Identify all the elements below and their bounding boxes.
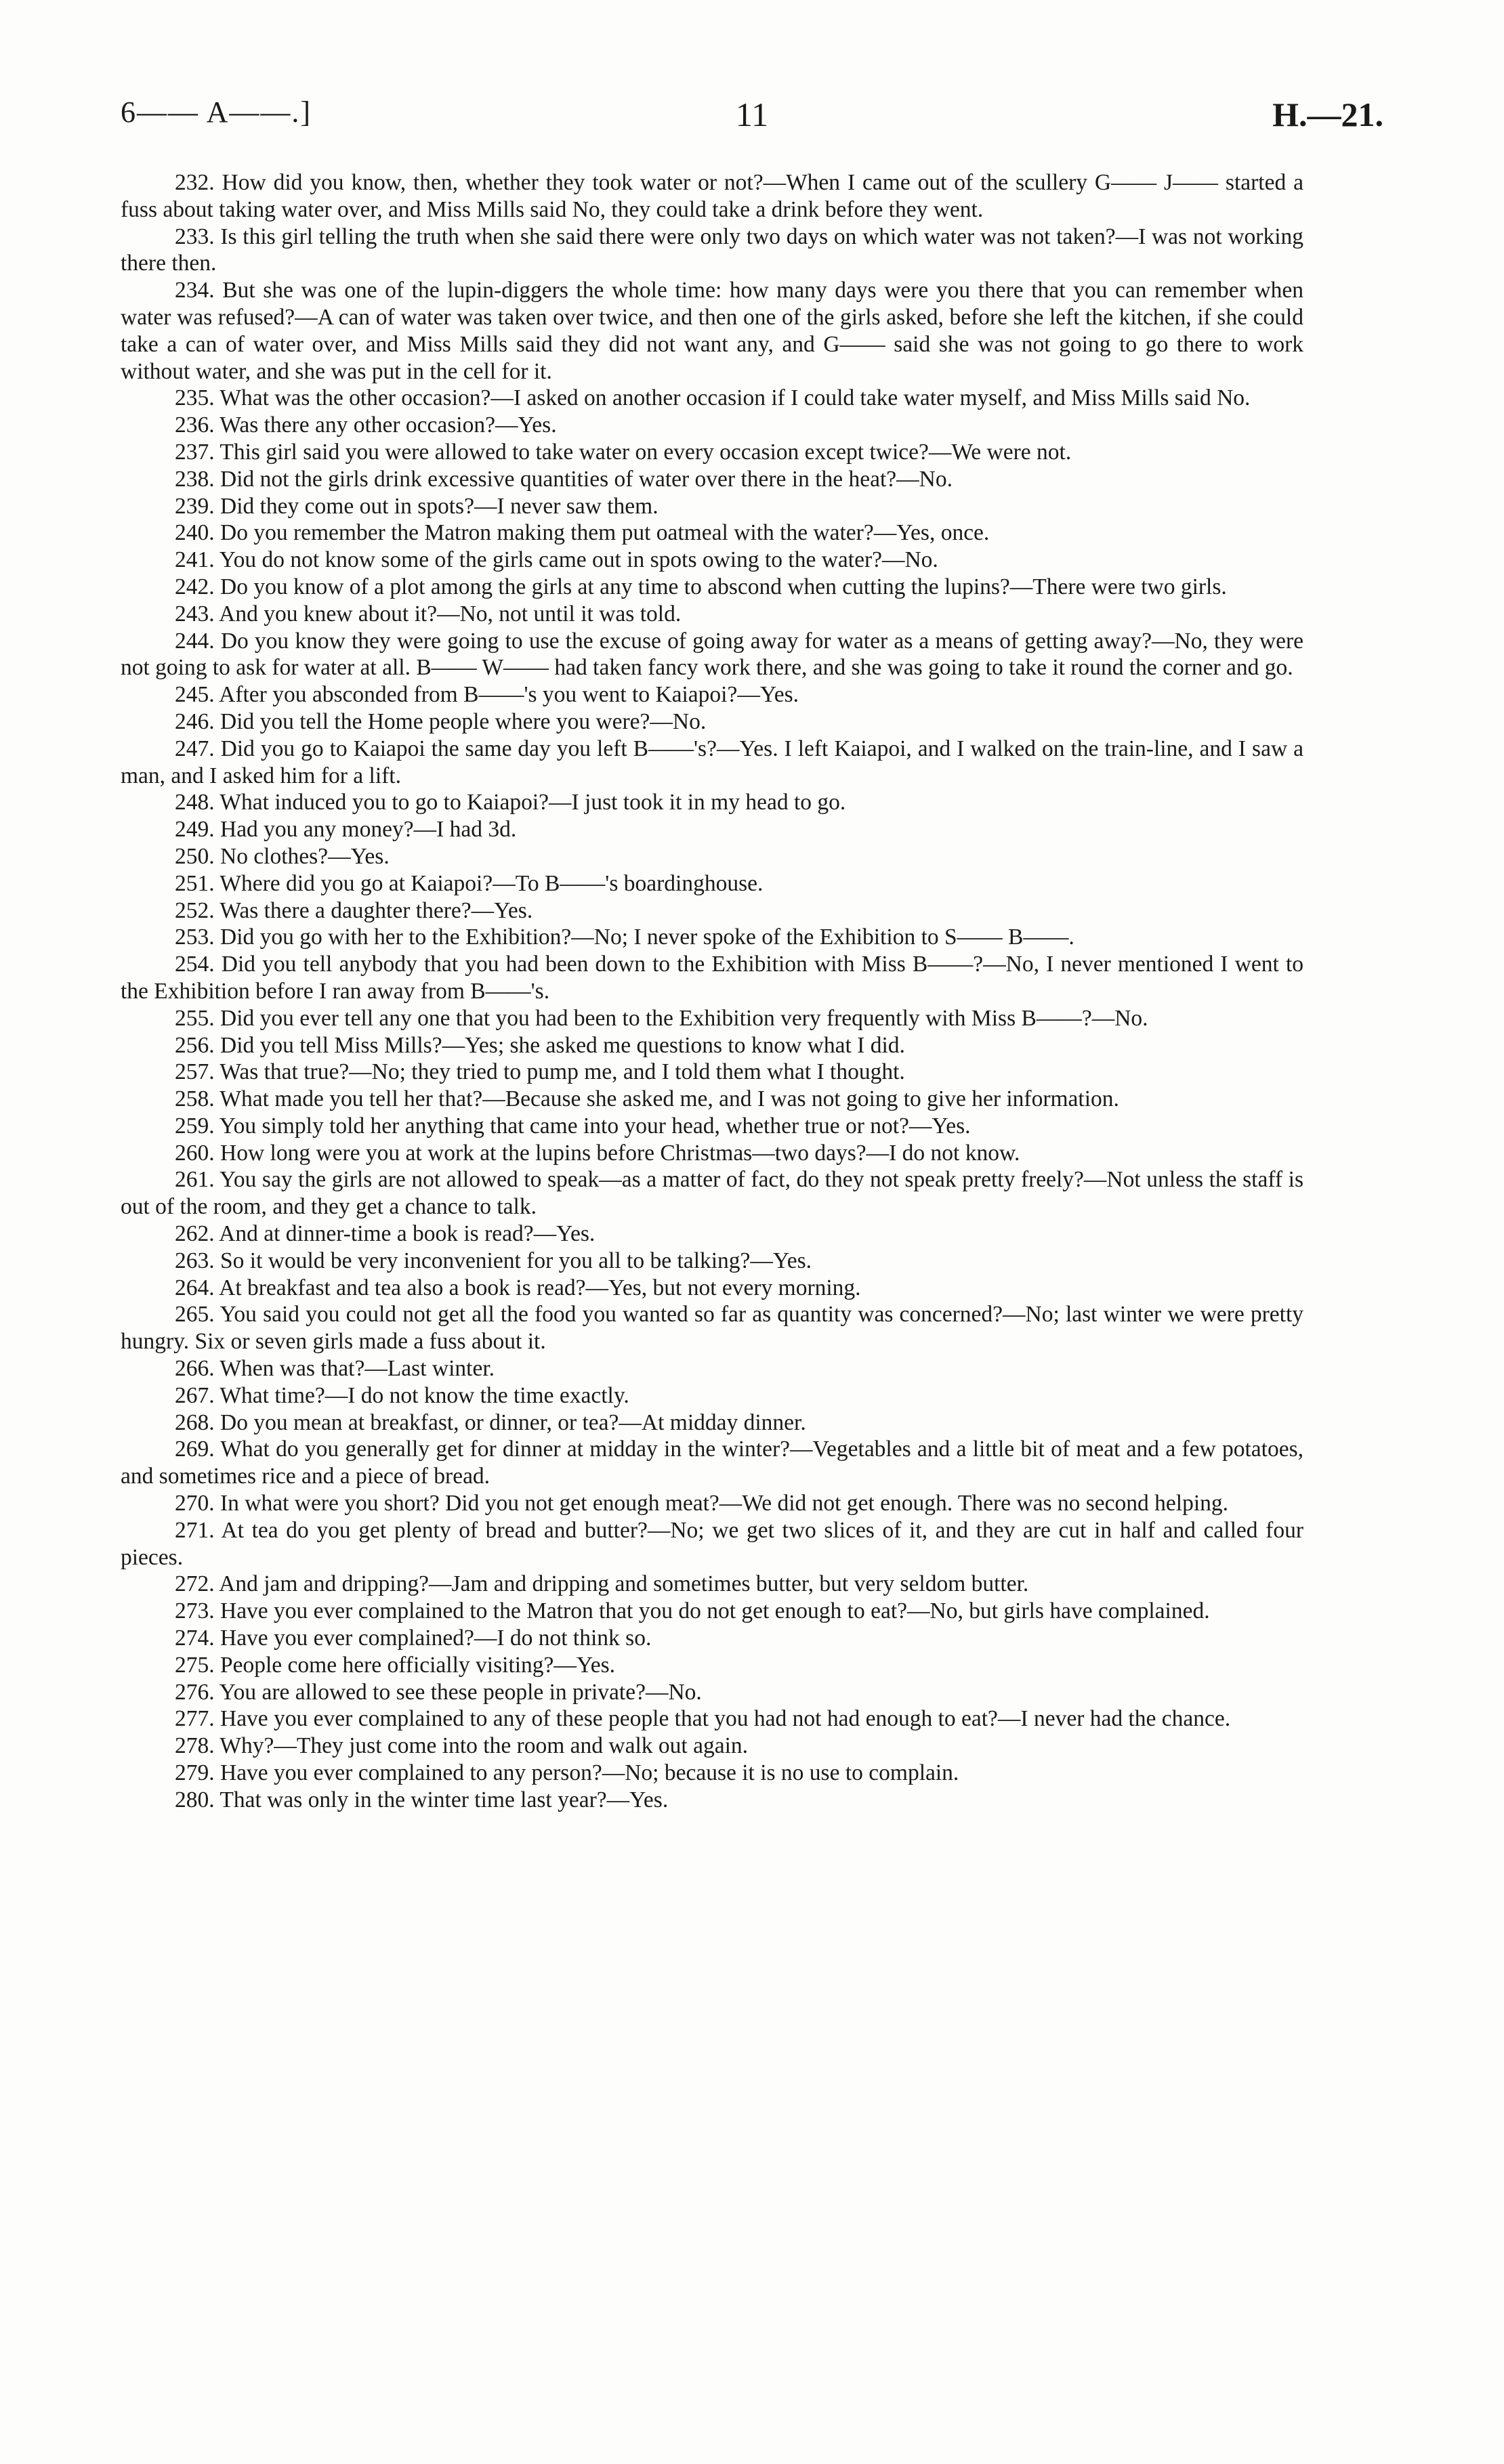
question-number: 270. — [175, 1491, 215, 1516]
testimony-entry — [121, 1275, 1303, 1302]
question-number: 265. — [175, 1302, 215, 1327]
testimony-entry — [121, 1248, 1303, 1275]
question-number: 261. — [175, 1167, 215, 1193]
question-number: 253. — [175, 925, 215, 950]
testimony-entry — [121, 1787, 1303, 1814]
question-number: 264. — [175, 1275, 215, 1300]
question-number: 238. — [175, 466, 215, 492]
question-number: 243. — [175, 601, 215, 626]
question-number: 260. — [175, 1140, 215, 1166]
question-number: 252. — [175, 897, 215, 923]
testimony-entry — [121, 1166, 1303, 1220]
question-number: 241. — [175, 547, 215, 573]
question-number: 244. — [175, 628, 215, 654]
question-answer-text: This girl said you were allowed to take water on every occasion except twice?—We were not. — [220, 439, 1072, 465]
question-answer-text: Was there any other occasion?—Yes. — [220, 412, 557, 438]
question-answer-text: Do you remember the Matron making them put oatmeal with the water?—Yes, once. — [220, 520, 990, 546]
testimony-entry — [121, 412, 1303, 439]
question-answer-text: Did you go with her to the Exhibition?—No; I never spoke of the Exhibition to S—— B——. — [220, 925, 1074, 950]
question-answer-text: Was there a daughter there?—Yes. — [220, 897, 533, 923]
question-number: 256. — [175, 1032, 215, 1058]
question-number: 257. — [175, 1059, 215, 1085]
question-answer-text: But she was one of the lupin-diggers the whole time: how many days were you there that you can remember when water was refused?—A can of water was taken over twice, and then one of the girls asked, before she left the kitchen, if she could take a can of water over, and Miss Mills said they did not want any, and G—— said she was not going to go there to work without water, and she was put in the cell for it. — [121, 278, 1303, 384]
question-number: 271. — [175, 1517, 215, 1543]
testimony-entry — [121, 1032, 1303, 1059]
testimony-entry — [121, 1220, 1303, 1248]
header-left-marker: 6—— A——.] — [121, 95, 312, 129]
question-answer-text: You said you could not get all the food you wanted so far as quantity was concerned?—No; last winter we were pretty hungry. Six or seven girls made a fuss about it. — [121, 1302, 1304, 1355]
question-answer-text: In what were you short? Did you not get enough meat?—We did not get enough. There was no second helping. — [220, 1491, 1229, 1516]
document-reference: H.—21. — [1272, 95, 1383, 133]
question-answer-text: Have you ever complained to any person?—No; because it is no use to complain. — [220, 1760, 959, 1786]
testimony-entry — [121, 843, 1303, 870]
question-answer-text: Do you know of a plot among the girls at any time to abscond when cutting the lupins?—There were two girls. — [220, 574, 1227, 599]
question-answer-text: Did you tell anybody that you had been down to the Exhibition with Miss B——?—No, I never mentioned I went to the Exhibition before I ran away from B——'s. — [121, 952, 1304, 1004]
question-number: 279. — [175, 1760, 215, 1786]
testimony-entry — [121, 870, 1303, 897]
question-answer-text: People come here officially visiting?—Yes. — [220, 1652, 616, 1678]
question-number: 278. — [175, 1733, 215, 1759]
question-number: 266. — [175, 1356, 215, 1382]
question-number: 237. — [175, 439, 215, 465]
question-answer-text: What made you tell her that?—Because she asked me, and I was not going to give her information. — [220, 1086, 1119, 1112]
testimony-entry — [121, 789, 1303, 816]
question-number: 250. — [175, 843, 215, 869]
testimony-entry — [121, 385, 1303, 412]
question-number: 233. — [175, 224, 215, 249]
testimony-entry — [121, 1490, 1303, 1517]
question-number: 254. — [175, 952, 215, 977]
page-number: 11 — [735, 95, 769, 133]
question-answer-text: Did you go to Kaiapoi the same day you left B——'s?—Yes. I left Kaiapoi, and I walked on the train-line, and I saw a man, and I asked him for a lift. — [121, 736, 1304, 788]
question-answer-text: Have you ever complained to the Matron that you do not get enough to eat?—No, but girls have complained. — [220, 1598, 1210, 1624]
testimony-entry — [121, 1086, 1303, 1113]
question-answer-text: Why?—They just come into the room and walk out again. — [220, 1733, 749, 1759]
question-number: 258. — [175, 1086, 215, 1112]
question-number: 236. — [175, 412, 215, 438]
question-number: 272. — [175, 1571, 215, 1597]
testimony-entry — [121, 1652, 1303, 1679]
testimony-entry — [121, 547, 1303, 574]
testimony-entry — [121, 1382, 1303, 1409]
question-answer-text: And you knew about it?—No, not until it was told. — [219, 601, 682, 626]
question-answer-text: And jam and dripping?—Jam and dripping and sometimes butter, but very seldom butter. — [219, 1571, 1029, 1597]
testimony-entry — [121, 224, 1303, 278]
testimony-entry — [121, 816, 1303, 843]
question-number: 251. — [175, 870, 215, 896]
question-number: 273. — [175, 1598, 215, 1624]
question-answer-text: Did you ever tell any one that you had been to the Exhibition very frequently with Miss B——?—No. — [220, 1005, 1148, 1031]
question-answer-text: And at dinner-time a book is read?—Yes. — [219, 1221, 596, 1247]
testimony-entry — [121, 601, 1303, 628]
question-answer-text: You say the girls are not allowed to speak—as a matter of fact, do they not speak pretty freely?—Not unless the staff is out of the room, and they get a chance to talk. — [121, 1167, 1303, 1220]
question-number: 262. — [175, 1221, 215, 1247]
page-header — [121, 95, 1383, 142]
question-answer-text: When was that?—Last winter. — [220, 1356, 495, 1382]
question-number: 280. — [175, 1787, 215, 1812]
question-answer-text: Is this girl telling the truth when she said there were only two days on which water was not taken?—I was not working there then. — [121, 224, 1304, 276]
question-number: 235. — [175, 385, 215, 411]
question-answer-text: Had you any money?—I had 3d. — [220, 817, 517, 843]
question-number: 259. — [175, 1113, 215, 1139]
question-answer-text: After you absconded from B——'s you went to Kaiapoi?—Yes. — [219, 682, 799, 708]
question-number: 239. — [175, 493, 215, 519]
question-answer-text: Did they come out in spots?—I never saw them. — [220, 493, 659, 519]
question-number: 249. — [175, 817, 215, 843]
testimony-entry — [121, 1760, 1303, 1787]
question-answer-text: Did you tell the Home people where you were?—No. — [220, 708, 707, 734]
testimony-entry — [121, 1625, 1303, 1652]
testimony-entry — [121, 924, 1303, 951]
question-answer-text: That was only in the winter time last year?—Yes. — [220, 1787, 669, 1812]
question-number: 240. — [175, 520, 215, 546]
question-answer-text: How long were you at work at the lupins before Christmas—two days?—I do not know. — [220, 1140, 1020, 1166]
question-number: 246. — [175, 708, 215, 734]
testimony-entry — [121, 897, 1303, 925]
testimony-entry — [121, 1113, 1303, 1140]
testimony-entry — [121, 439, 1303, 466]
question-answer-text: Do you mean at breakfast, or dinner, or tea?—At midday dinner. — [220, 1409, 806, 1435]
testimony-entry — [121, 1436, 1303, 1490]
question-number: 268. — [175, 1409, 215, 1435]
question-number: 255. — [175, 1005, 215, 1031]
testimony-entry — [121, 1598, 1303, 1625]
testimony-entry — [121, 1355, 1303, 1382]
question-number: 276. — [175, 1679, 215, 1705]
question-answer-text: Where did you go at Kaiapoi?—To B——'s boardinghouse. — [220, 870, 764, 896]
question-answer-text: You do not know some of the girls came out in spots owing to the water?—No. — [219, 547, 938, 573]
question-answer-text: What do you generally get for dinner at midday in the winter?—Vegetables and a little bit of meat and a few potatoes, and sometimes rice and a piece of bread. — [121, 1437, 1303, 1489]
question-number: 277. — [175, 1706, 215, 1732]
testimony-entry — [121, 1059, 1303, 1086]
question-number: 245. — [175, 682, 215, 708]
question-answer-text: Was that true?—No; they tried to pump me, and I told them what I thought. — [220, 1059, 905, 1085]
question-answer-text: At breakfast and tea also a book is read?—Yes, but not every morning. — [219, 1275, 861, 1300]
testimony-entry — [121, 628, 1303, 682]
question-answer-text: What time?—I do not know the time exactly. — [220, 1382, 629, 1408]
question-number: 232. — [175, 170, 215, 195]
testimony-entry — [121, 169, 1303, 224]
testimony-entry — [121, 277, 1303, 385]
testimony-entry — [121, 1140, 1303, 1167]
question-number: 267. — [175, 1382, 215, 1408]
testimony-entry — [121, 681, 1303, 708]
question-answer-text: No clothes?—Yes. — [220, 843, 390, 869]
question-number: 247. — [175, 736, 215, 761]
question-number: 234. — [175, 278, 215, 303]
testimony-entry — [121, 1409, 1303, 1437]
question-number: 263. — [175, 1248, 215, 1273]
testimony-entry — [121, 574, 1303, 601]
testimony-body — [121, 169, 1303, 1814]
question-answer-text: Have you ever complained to any of these people that you had not had enough to eat?—I never had the chance. — [220, 1706, 1231, 1732]
question-answer-text: Did you tell Miss Mills?—Yes; she asked me questions to know what I did. — [220, 1032, 905, 1058]
testimony-entry — [121, 1733, 1303, 1760]
question-answer-text: You simply told her anything that came into your head, whether true or not?—Yes. — [219, 1113, 971, 1139]
testimony-entry — [121, 493, 1303, 520]
testimony-entry — [121, 1705, 1303, 1733]
testimony-entry — [121, 519, 1303, 547]
question-answer-text: What was the other occasion?—I asked on another occasion if I could take water myself, and Miss Mills said No. — [220, 385, 1251, 411]
testimony-entry — [121, 466, 1303, 493]
question-answer-text: So it would be very inconvenient for you all to be talking?—Yes. — [220, 1248, 812, 1273]
question-number: 269. — [175, 1437, 215, 1462]
question-answer-text: Do you know they were going to use the excuse of going away for water as a means of getting away?—No, they were not going to ask for water at all. B—— W—— had taken fancy work there, and she was going to take it round the corner and go. — [121, 628, 1303, 681]
question-number: 274. — [175, 1626, 215, 1651]
question-answer-text: How did you know, then, whether they took water or not?—When I came out of the scullery G—— J—— started a fuss about taking water over, and Miss Mills said No, they could take a drink before they went. — [121, 170, 1304, 222]
question-answer-text: Have you ever complained?—I do not think so. — [220, 1626, 652, 1651]
testimony-entry — [121, 951, 1303, 1005]
question-answer-text: You are allowed to see these people in private?—No. — [219, 1679, 702, 1705]
testimony-entry — [121, 736, 1303, 790]
question-answer-text: What induced you to go to Kaiapoi?—I just took it in my head to go. — [220, 790, 846, 815]
testimony-entry — [121, 708, 1303, 736]
testimony-entry — [121, 1679, 1303, 1706]
testimony-entry — [121, 1571, 1303, 1598]
question-number: 275. — [175, 1652, 215, 1678]
testimony-entry — [121, 1005, 1303, 1032]
question-number: 242. — [175, 574, 215, 599]
question-number: 248. — [175, 790, 215, 815]
question-answer-text: Did not the girls drink excessive quantities of water over there in the heat?—No. — [220, 466, 953, 492]
testimony-entry — [121, 1301, 1303, 1355]
testimony-entry — [121, 1517, 1303, 1571]
question-answer-text: At tea do you get plenty of bread and butter?—No; we get two slices of it, and they are cut in half and called four pieces. — [121, 1517, 1303, 1570]
